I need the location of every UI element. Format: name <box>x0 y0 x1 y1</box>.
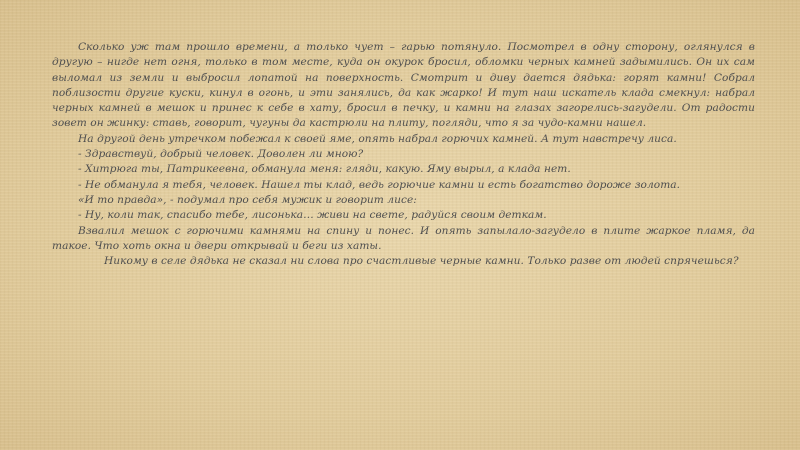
paragraph-next-day: На другой день утречком побежал к своей яме, опять набрал горючих камней. А тут навстречу лиса. <box>78 132 677 145</box>
dialog-line-man-thought: «И то правда», - подумал про себя мужик и говорит лисе: <box>78 193 417 206</box>
paragraph-carry-sack: Взвалил мешок с горючими камнями на спину и понес. И опять запылало-загудело в плите жаркое пламя, да такое. Что хоть окна и двери открывай и беги из хаты. <box>52 224 755 252</box>
story-text <box>52 40 755 269</box>
dialog-line-fox-answer: - Не обманула я тебя, человек. Нашел ты клад, ведь горючие камни и есть богатство дороже золота. <box>78 178 681 191</box>
paragraph-ending: Никому в селе дядька не сказал ни слова про счастливые черные камни. Только разве от людей спрячешься? <box>104 255 739 268</box>
dialog-line-man-thanks: - Ну, коли так, спасибо тебе, лисонька… живи на свете, радуйся своим деткам. <box>78 209 547 222</box>
dialog-line-fox-greeting: - Здравствуй, добрый человек. Доволен ли мною? <box>78 148 364 161</box>
paragraph-intro: Сколько уж там прошло времени, а только чует – гарью потянуло. Посмотрел в одну сторону, оглянулся в другую – нигде нет огня, только в том месте, куда он окурок бросил, обломки черных камней задымились. Он их сам выломал из земли и выбросил лопатой на поверхность. Смотрит и диву дается дядька: горят камни! Собрал поблизости другие куски, кинул в огонь, и эти занялись, да как жарко! И тут наш искатель клада смекнул: набрал черных камней в мешок и принес к себе в хату, бросил в печку, и камни на глазах загорелись-загудели. От радости зовет он жинку: ставь, говорит, чугуны да кастрюли на плиту, погляди, что я за чудо-камни нашел. <box>52 41 755 130</box>
dialog-line-man-reply: - Хитрюга ты, Патрикеевна, обманула меня: гляди, какую. Яму вырыл, а клада нет. <box>78 163 571 176</box>
